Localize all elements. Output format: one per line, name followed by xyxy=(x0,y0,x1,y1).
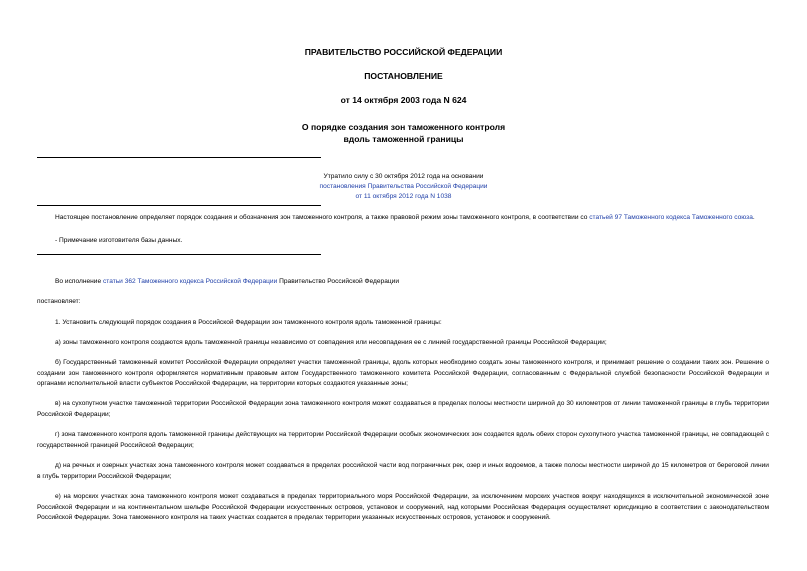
preamble-end: Правительство Российской Федерации xyxy=(277,278,400,285)
status-block xyxy=(0,172,807,202)
note-text: Настоящее постановление определяет порядок создания и обозначения зон таможенного контроля, а также правовой режим зоны таможенного контроля, в соответствии со xyxy=(55,214,590,221)
decree-word: постановляет: xyxy=(37,298,81,305)
customs-code-article-97-link[interactable]: статьей 97 Таможенного кодекса Таможенного союза xyxy=(589,214,753,221)
footnote-text: - Примечание изготовителя базы данных. xyxy=(55,237,183,244)
paragraph-text: г) зона таможенного контроля вдоль таможенной границы действующих на территории Российской Федерации особых экономических зон создается вдоль обеих сторон сухопутного участка таможенной границы, не совпадающей с государственной границей Российской Федерации; xyxy=(37,431,769,449)
preamble xyxy=(37,277,769,288)
paragraph-g xyxy=(37,430,769,451)
title-line-1: О порядке создания зон таможенного контроля xyxy=(301,122,506,132)
divider xyxy=(37,205,321,206)
paragraph-text: д) на речных и озерных участках зона таможенного контроля может создаваться в пределах российской части вод пограничных рек, озер и иных водоемов, а также полосы местности шириной до 15 километров от береговой линии в глубь территории Российской Федерации; xyxy=(37,462,769,480)
document-type: ПОСТАНОВЛЕНИЕ xyxy=(364,71,443,81)
paragraph-1 xyxy=(37,318,769,329)
paragraph-v xyxy=(37,399,769,420)
paragraph-text: е) на морских участках зона таможенного контроля может создаваться в пределах территориального моря Российской Федерации, за исключением морских участков вокруг находящихся в исключительной экономической зоне Российской Федерации и на континентальном шельфе Российской Федерации искусственных островов, установок и сооружений, над которыми Российская Федерация осуществляет юрисдикцию в соответствии с законодательством Российской Федерации. Зона таможенного контроля на таких участках создается в пределах территории указанных искусственных островов, установок и сооружений. xyxy=(37,493,769,522)
preamble-text: Во исполнение xyxy=(55,278,103,285)
document-title xyxy=(0,121,807,145)
paragraph-d xyxy=(37,461,769,482)
paragraph-text: б) Государственный таможенный комитет Российской Федерации определяет участки таможенной границы, вдоль которых необходимо создать зоны таможенного контроля, и принимает решение о создании таких зон. Решение о создании зон таможенного контроля оформляется нормативным правовым актом Государственного таможенного комитета Российской Федерации, согласованным с Федеральной службой безопасности Российской Федерации и органами исполнительной власти субъектов Российской Федерации, на территории которых создаются указанные зоны; xyxy=(37,359,769,388)
divider xyxy=(37,254,321,255)
paragraph-a xyxy=(37,338,769,349)
paragraph-text: в) на сухопутном участке таможенной территории Российской Федерации зона таможенного контроля может создаваться в пределах полосы местности шириной до 30 километров от линии таможенной границы в глубь территории Российской Федерации; xyxy=(37,400,769,418)
paragraph-text: 1. Установить следующий порядок создания в Российской Федерации зон таможенного контроля вдоль таможенной границы: xyxy=(55,319,442,326)
title-line-2: вдоль таможенной границы xyxy=(343,134,464,144)
repeal-decree-link[interactable]: постановления Правительства Российской Федерации xyxy=(319,183,488,190)
note-end: . xyxy=(752,214,755,221)
customs-code-article-362-link[interactable]: статьи 362 Таможенного кодекса Российской Федерации xyxy=(102,278,278,285)
paragraph-text: а) зоны таможенного контроля создаются вдоль таможенной границы независимо от совпадения или несовпадения ее с линией государственной границы Российской Федерации; xyxy=(55,339,607,346)
government-heading: ПРАВИТЕЛЬСТВО РОССИЙСКОЙ ФЕДЕРАЦИИ xyxy=(304,47,503,57)
paragraph-b xyxy=(37,358,769,390)
editor-note xyxy=(37,213,769,224)
repeal-decree-date-link[interactable]: от 11 октября 2012 года N 1038 xyxy=(355,193,452,200)
divider xyxy=(37,157,321,158)
status-line: Утратило силу с 30 октября 2012 года на основании xyxy=(323,173,484,180)
editor-footnote xyxy=(37,236,769,247)
document-date-number: от 14 октября 2003 года N 624 xyxy=(340,95,467,105)
paragraph-e xyxy=(37,492,769,524)
